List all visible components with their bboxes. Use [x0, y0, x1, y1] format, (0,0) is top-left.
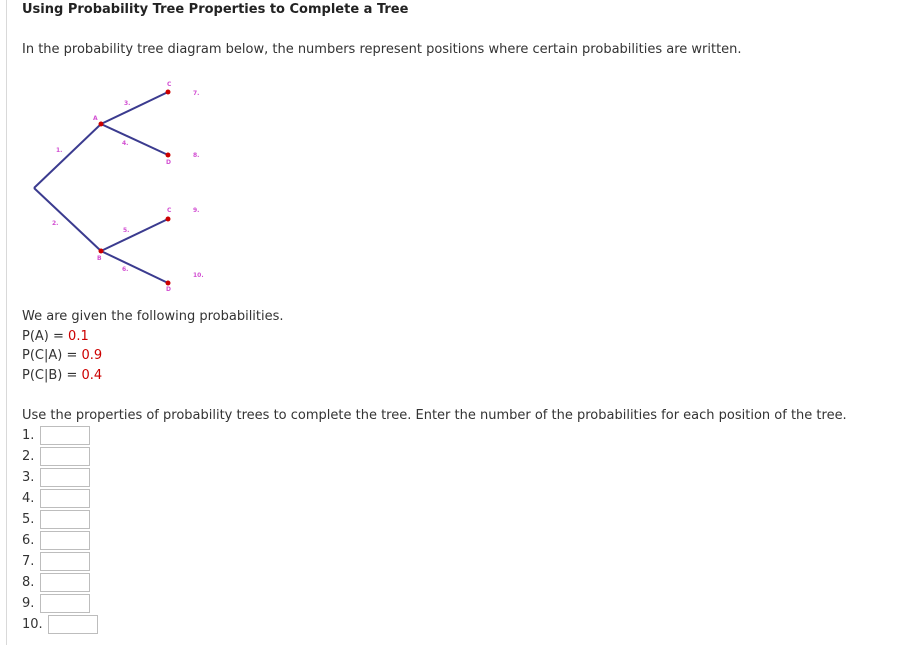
position-label-2: 2. [52, 220, 59, 227]
given-heading: We are given the following probabilities. [22, 309, 284, 324]
given-item-label: P(C|A) = [22, 348, 82, 363]
given-item-pca [22, 348, 102, 363]
answer-input-9[interactable] [40, 594, 90, 613]
node-d2-dot [166, 281, 171, 286]
position-label-8: 8. [193, 152, 200, 159]
answer-input-2[interactable] [40, 447, 90, 466]
node-label-b: B [97, 255, 102, 262]
answer-label: 1. [22, 428, 35, 443]
answer-input-7[interactable] [40, 552, 90, 571]
answer-label: 10. [22, 617, 43, 632]
answer-input-1[interactable] [40, 426, 90, 445]
branch-root-a [34, 124, 101, 188]
instruction-text: Use the properties of probability trees to complete the tree. Enter the number of the probabilities for each position of the tree. [22, 408, 847, 423]
given-item-pa [22, 329, 89, 344]
position-label-1: 1. [56, 147, 63, 154]
given-item-label: P(C|B) = [22, 368, 82, 383]
answer-label: 7. [22, 554, 35, 569]
answer-input-8[interactable] [40, 573, 90, 592]
node-label-c2: C [167, 207, 172, 214]
node-label-a: A [93, 115, 98, 122]
branch-a-d [101, 124, 168, 155]
position-label-9: 9. [193, 207, 200, 214]
position-label-10: 10. [193, 272, 204, 279]
answer-input-10[interactable] [48, 615, 98, 634]
node-a-dot [99, 122, 104, 127]
branch-root-b [34, 188, 101, 251]
answer-input-4[interactable] [40, 489, 90, 508]
left-border [6, 0, 7, 645]
answer-input-5[interactable] [40, 510, 90, 529]
answer-label: 4. [22, 491, 35, 506]
position-label-3: 3. [124, 100, 131, 107]
answer-input-3[interactable] [40, 468, 90, 487]
node-c2-dot [166, 217, 171, 222]
intro-text: In the probability tree diagram below, the numbers represent positions where certain probabilities are written. [22, 42, 742, 57]
node-label-d1: D [166, 159, 171, 166]
node-c1-dot [166, 90, 171, 95]
position-label-7: 7. [193, 90, 200, 97]
node-label-c1: C [167, 81, 172, 88]
answer-label: 3. [22, 470, 35, 485]
given-item-pcb [22, 368, 102, 383]
branch-b-c [101, 219, 168, 251]
position-label-5: 5. [123, 227, 130, 234]
branch-b-d [101, 251, 168, 283]
page-title: Using Probability Tree Properties to Complete a Tree [22, 2, 409, 17]
given-item-value: 0.1 [68, 329, 89, 344]
probability-tree-diagram [22, 78, 242, 293]
given-item-value: 0.4 [81, 368, 103, 383]
answer-label: 9. [22, 596, 35, 611]
answer-label: 5. [22, 512, 35, 527]
node-b-dot [99, 249, 104, 254]
answer-label: 6. [22, 533, 35, 548]
node-label-d2: D [166, 286, 171, 293]
answer-input-6[interactable] [40, 531, 90, 550]
given-item-value: 0.9 [81, 348, 103, 363]
answer-label: 2. [22, 449, 35, 464]
answer-label: 8. [22, 575, 35, 590]
position-label-4: 4. [122, 140, 129, 147]
branch-a-c [101, 92, 168, 124]
given-item-label: P(A) = [22, 329, 69, 344]
position-label-6: 6. [122, 266, 129, 273]
node-d1-dot [166, 153, 171, 158]
